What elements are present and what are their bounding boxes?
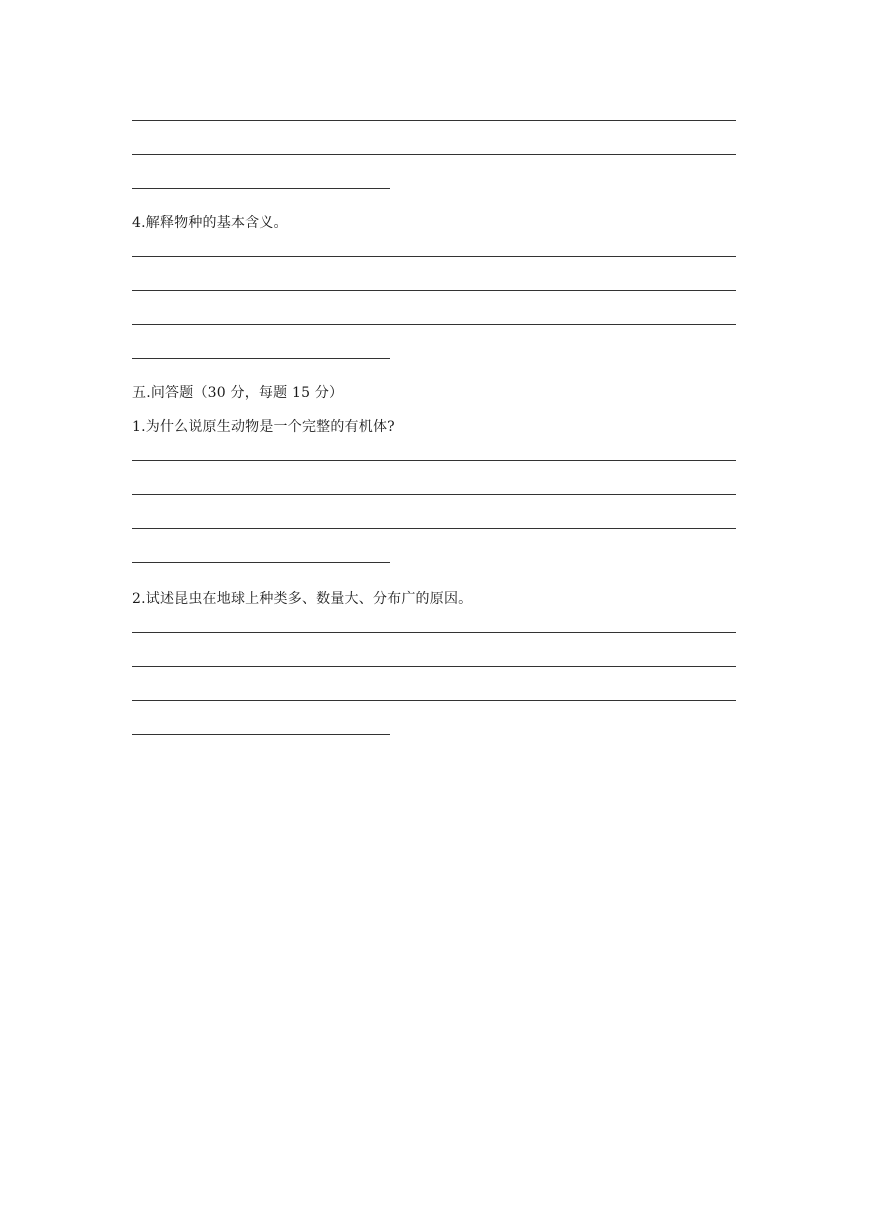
answer-line[interactable] xyxy=(132,528,736,529)
answer-line[interactable] xyxy=(132,256,736,257)
answer-line[interactable] xyxy=(132,358,390,359)
answer-line[interactable] xyxy=(132,734,390,735)
answer-line[interactable] xyxy=(132,562,390,563)
answer-line[interactable] xyxy=(132,120,736,121)
answer-line[interactable] xyxy=(132,700,736,701)
answer-line[interactable] xyxy=(132,290,736,291)
answer-line[interactable] xyxy=(132,154,736,155)
answer-line[interactable] xyxy=(132,632,736,633)
question-4-prompt: 4.解释物种的基本含义。 xyxy=(132,215,288,231)
answer-line[interactable] xyxy=(132,666,736,667)
answer-line[interactable] xyxy=(132,494,736,495)
section-5-heading: 五.问答题（30 分，每题 15 分） xyxy=(132,385,344,401)
answer-line[interactable] xyxy=(132,460,736,461)
answer-line[interactable] xyxy=(132,324,736,325)
section-5-question-1: 1.为什么说原生动物是一个完整的有机体? xyxy=(132,419,395,435)
answer-line[interactable] xyxy=(132,188,390,189)
section-5-question-2: 2.试述昆虫在地球上种类多、数量大、分布广的原因。 xyxy=(132,591,473,607)
